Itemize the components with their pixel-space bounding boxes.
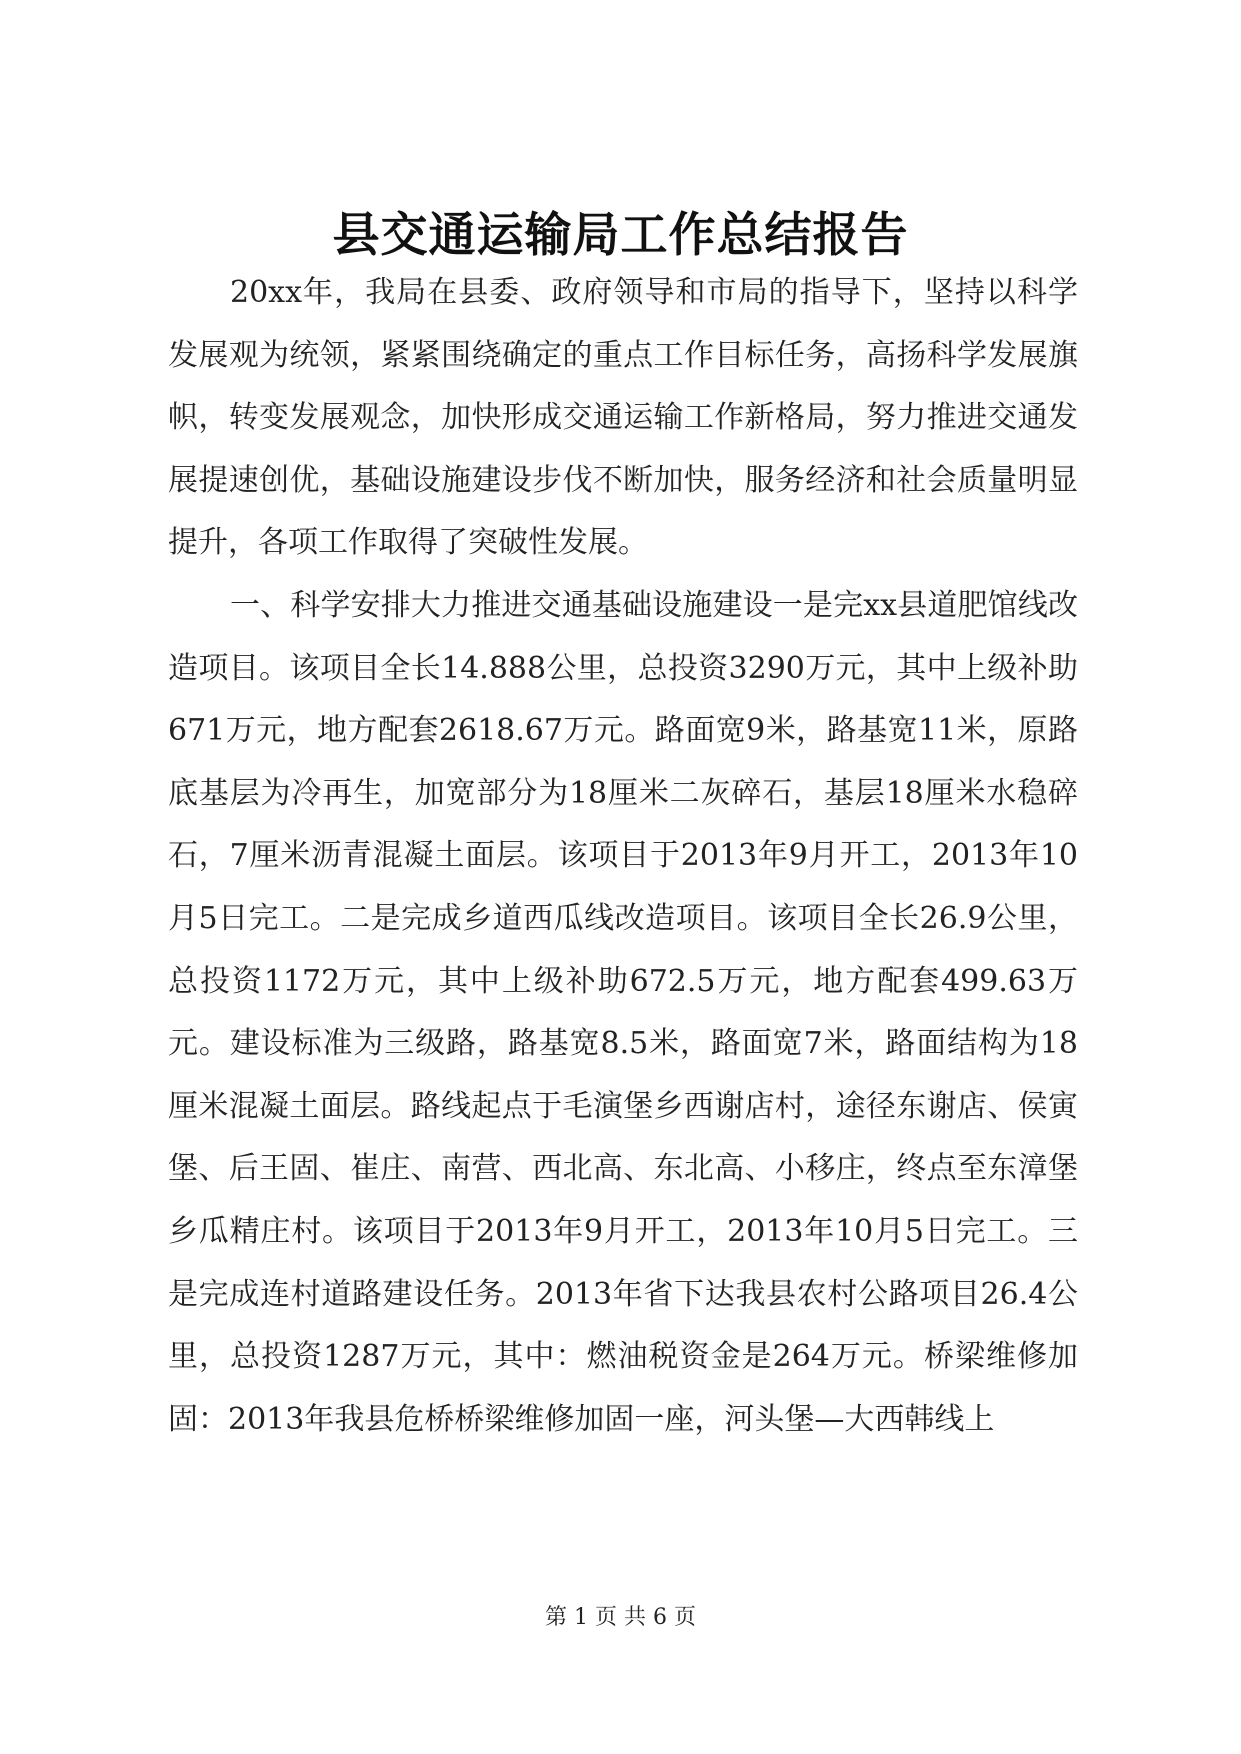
document-title: 县交通运输局工作总结报告 bbox=[332, 208, 909, 263]
document-body bbox=[168, 262, 1078, 1451]
page-footer: 第 1 页 共 6 页 bbox=[545, 1605, 696, 1630]
paragraph-intro: 20xx年，我局在县委、政府领导和市局的指导下，坚持以科学发展观为统领，紧紧围绕确定的重点工作目标任务，高扬科学发展旗帜，转变发展观念，加快形成交通运输工作新格局，努力推进交通发展提速创优，基础设施建设步伐不断加快，服务经济和社会质量明显提升，各项工作取得了突破性发展。 bbox=[168, 275, 1078, 561]
paragraph-section-1: 一、科学安排大力推进交通基础设施建设一是完xx县道肥馆线改造项目。该项目全长14.888公里，总投资3290万元，其中上级补助671万元，地方配套2618.67万元。路面宽9米，路基宽11米，原路底基层为冷再生，加宽部分为18厘米二灰碎石，基层18厘米水稳碎石，7厘米沥青混凝土面层。该项目于2013年9月开工，2013年10月5日完工。二是完成乡道西瓜线改造项目。该项目全长26.9公里，总投资1172万元，其中上级补助672.5万元，地方配套499.63万元。建设标准为三级路，路基宽8.5米，路面宽7米，路面结构为18厘米混凝土面层。路线起点于毛演堡乡西谢店村，途径东谢店、侯寅堡、后王固、崔庄、南营、西北高、东北高、小移庄，终点至东漳堡乡瓜精庄村。该项目于2013年9月开工，2013年10月5日完工。三是完成连村道路建设任务。2013年省下达我县农村公路项目26.4公里，总投资1287万元，其中：燃油税资金是264万元。桥梁维修加固：2013年我县危桥桥梁维修加固一座，河头堡—大西韩线上 bbox=[168, 587, 1078, 1437]
